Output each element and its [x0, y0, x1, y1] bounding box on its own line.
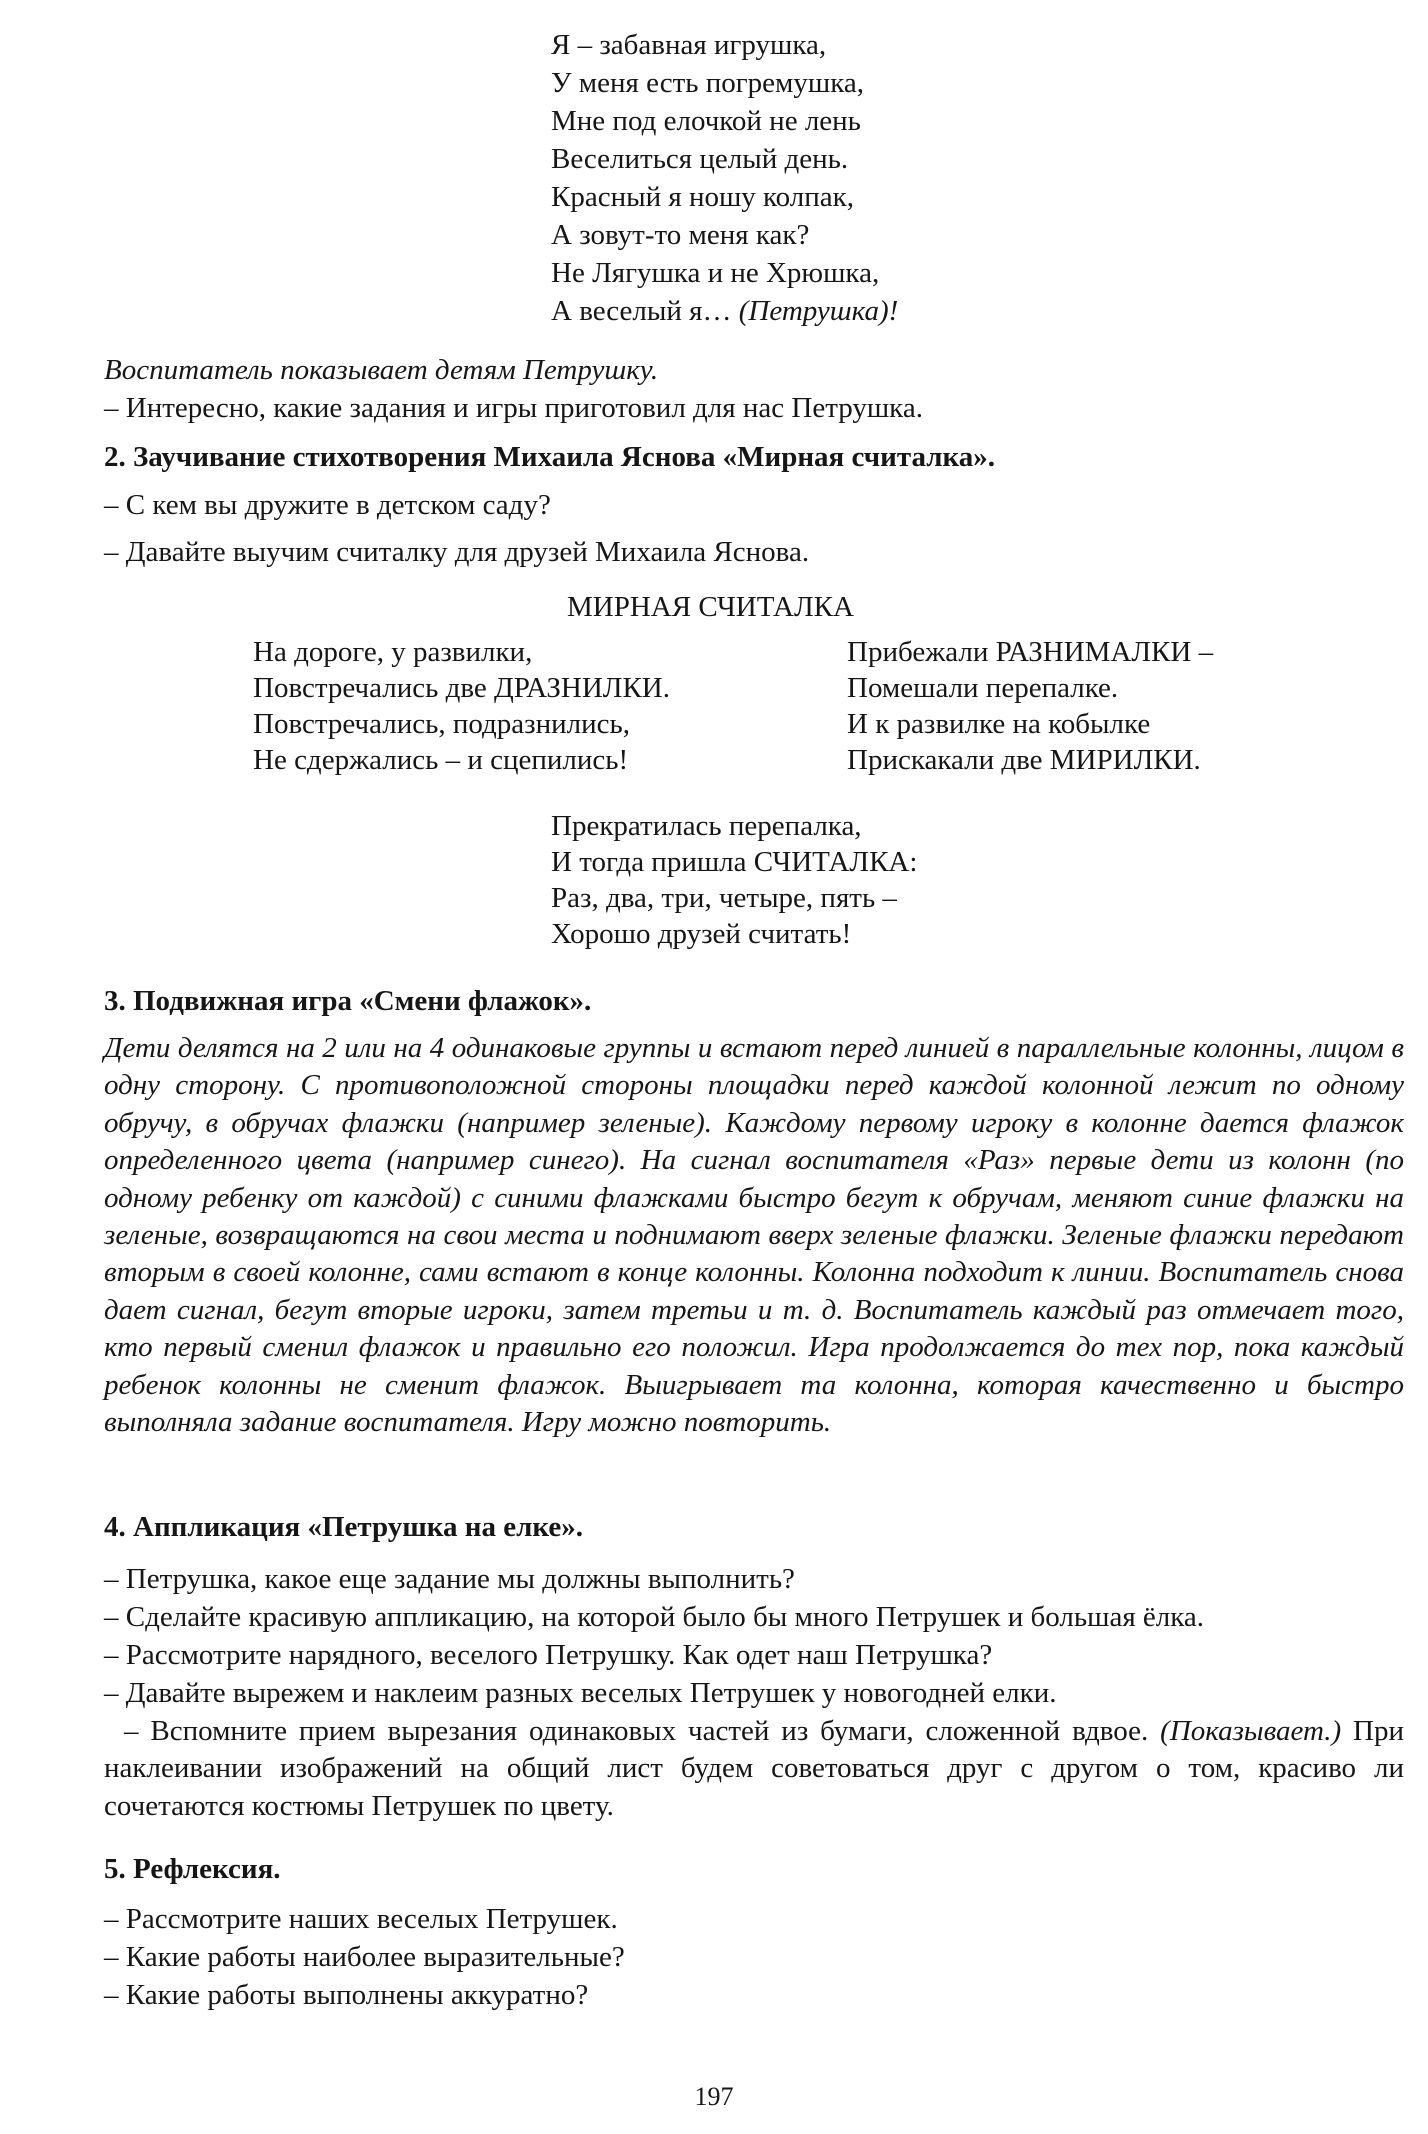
poem-line: И тогда пришла СЧИТАЛКА:	[551, 846, 918, 878]
poem-answer: (Петрушка)!	[738, 295, 899, 327]
dialogue-line: – Сделайте красивую аппликацию, на которой было бы много Петрушек и большая ёлка.	[104, 1601, 1205, 1633]
poem-line: Прискакали две МИРИЛКИ.	[847, 744, 1201, 776]
poem-line: Я – забавная игрушка,	[551, 29, 827, 61]
section-5-heading: 5. Рефлексия.	[104, 1853, 281, 1885]
game-description: Дети делятся на 2 или на 4 одинаковые группы и встают перед линией в параллельные колонны, лицом в одну сторону. С противоположной стороны площадки перед каждой колонной лежит по одному обручу, в обручах флажки (например зеленые). Каждому первому игроку в колонне дается флажок определенного цвета (например синего). На сигнал воспитателя «Раз» первые дети из колонн (по одному ребенку от каждой) с синими флажками быстро бегут к обручам, меняют синие флажки на зеленые, возвращаются на свои места и поднимают вверх зеленые флажки. Зеленые флажки передают вторым в своей колонне, сами встают в конце колонны. Колонна подходит к линии. Воспитатель снова дает сигнал, бегут вторые игроки, затем третьи и т. д. Воспитатель каждый раз отмечает того, кто первый сменил флажок и правильно его положил. Игра продолжается до тех пор, пока каждый ребенок колонны не сменит флажок. Выигрывает та колонна, которая качественно и быстро выполняла задание воспитателя. Игру можно повторить.	[104, 1032, 1404, 1439]
poem-line: Повстречались, подразнились,	[253, 708, 630, 740]
poem-line: Прибежали РАЗНИМАЛКИ –	[847, 636, 1214, 668]
poem-line: У меня есть погремушка,	[551, 67, 864, 99]
dialogue-line: – Рассмотрите наших веселых Петрушек.	[104, 1903, 618, 1935]
poem-line: Не Лягушка и не Хрюшка,	[551, 257, 880, 289]
dialogue-line: – Давайте вырежем и наклеим разных веселых Петрушек у новогодней елки.	[104, 1677, 1057, 1709]
section-2-heading: 2. Заучивание стихотворения Михаила Яснова «Мирная считалка».	[104, 441, 995, 473]
paragraph-end: При наклеивании изображений на общий лист будем советоваться друг с другом о том, красиво ли сочетаются костюмы Петрушек по цвету.	[104, 1715, 1405, 1822]
poem-line: Прекратилась перепалка,	[551, 810, 862, 842]
poem-line: А зовут-то меня как?	[551, 219, 810, 251]
poem-last-line	[551, 292, 898, 330]
paragraph-stage-note: (Показывает.)	[1160, 1715, 1342, 1747]
teacher-note: Воспитатель показывает детям Петрушку.	[104, 354, 659, 386]
paragraph-start: – Вспомните прием вырезания одинаковых частей из бумаги, сложенной вдвое.	[124, 1715, 1149, 1747]
rhyme-final-stanza	[551, 808, 917, 952]
poem-line: Красный я ношу колпак,	[551, 181, 854, 213]
section-3-heading: 3. Подвижная игра «Смени флажок».	[104, 985, 592, 1017]
dialogue-line: – Рассмотрите нарядного, веселого Петрушку. Как одет наш Петрушка?	[104, 1639, 993, 1671]
poem-line: И к развилке на кобылке	[847, 708, 1151, 740]
dialogue-line: – Какие работы выполнены аккуратно?	[104, 1979, 589, 2011]
applique-paragraph	[104, 1713, 1404, 1825]
poem-line: Мне под елочкой не лень	[551, 105, 861, 137]
poem-line: Веселиться целый день.	[551, 143, 849, 175]
rhyme-left-stanza	[253, 634, 670, 778]
page-number: 197	[694, 2082, 734, 2111]
poem-line: Хорошо друзей считать!	[551, 918, 852, 950]
dialogue-line: – Какие работы наиболее выразительные?	[104, 1941, 625, 1973]
dialogue-line: – Давайте выучим считалку для друзей Михаила Яснова.	[104, 536, 810, 568]
poem-line: На дороге, у развилки,	[253, 636, 533, 668]
riddle-poem	[551, 26, 898, 330]
rhyme-title: МИРНАЯ СЧИТАЛКА	[567, 591, 854, 623]
dialogue-line: – С кем вы дружите в детском саду?	[104, 489, 551, 521]
poem-line: Раз, два, три, четыре, пять –	[551, 882, 897, 914]
poem-line: Повстречались две ДРАЗНИЛКИ.	[253, 672, 671, 704]
poem-line: Помешали перепалке.	[847, 672, 1119, 704]
intro-question: – Интересно, какие задания и игры приготовил для нас Петрушка.	[104, 392, 923, 424]
poem-last-line-text: А веселый я…	[551, 295, 732, 327]
dialogue-line: – Петрушка, какое еще задание мы должны выполнить?	[104, 1563, 795, 1595]
rhyme-right-stanza	[847, 634, 1213, 778]
poem-line: Не сдержались – и сцепились!	[253, 744, 629, 776]
section-4-heading: 4. Аппликация «Петрушка на елке».	[104, 1511, 583, 1543]
